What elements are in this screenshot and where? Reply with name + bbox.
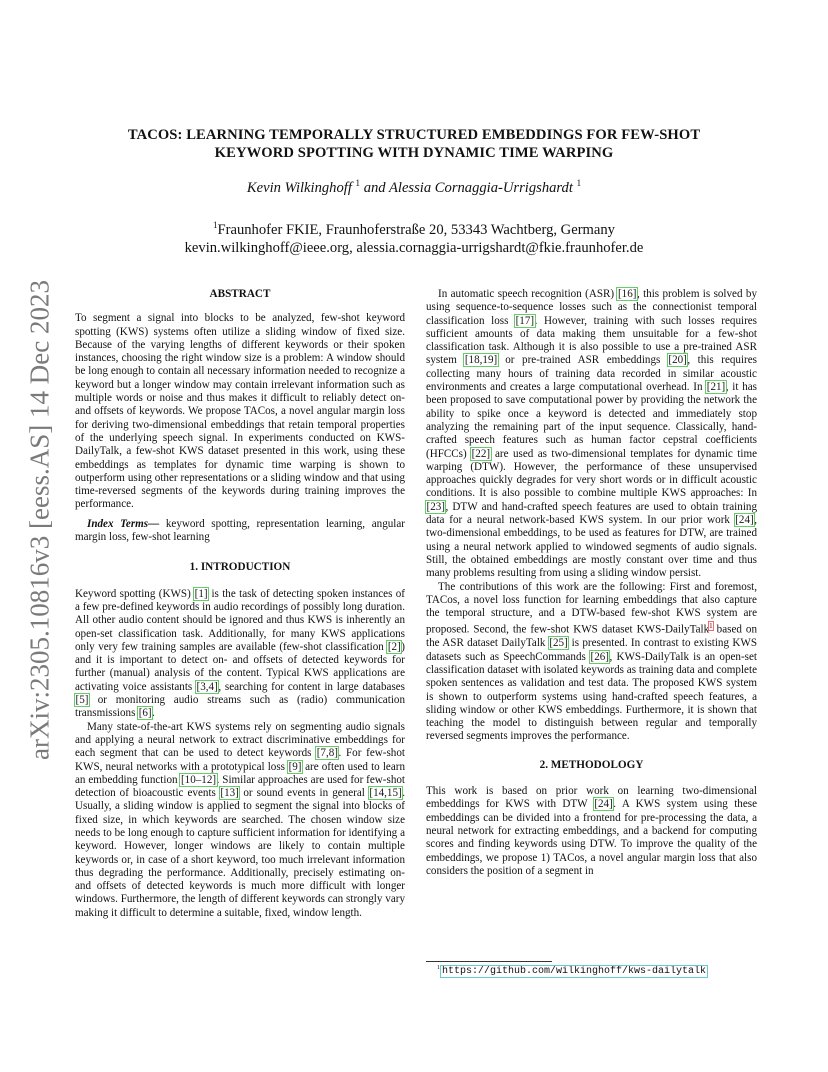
body-text: , KWS-DailyTalk is an open-set classification dataset with isolated keywords as training data and complete spoken sentences as validation and test data. The proposed KWS system is shown to outperform systems using hand-crafted speech features, a sliding window or other KWS embeddings. Furthermore, it is shown that teaching the model to distinguish between regular and temporally reversed segments improves the performance. <box>426 650 757 743</box>
body-text: , two-dimensional embeddings, to be used as features for DTW, are trained using a neural network applied to windowed segments of audio signals. Still, the obtained embeddings are mostly constant over time and thus many problems resulting from using a sliding window persist. <box>426 514 757 580</box>
body-text: In automatic speech recognition (ASR) <box>438 288 618 300</box>
body-text: , this requires collecting many hours of training data recorded in similar acoustic environments and creates a large computational overhead. In <box>426 354 757 394</box>
body-text: . A KWS system using these embeddings can be divided into a frontend for pre-processing the data, a neural network for extracting embeddings, and a backend for computing scores and finding keywords using DTW. To improve the quality of the embeddings, we propose 1) TACos, a novel angular margin loss that also considers the position of a segment in <box>426 798 757 877</box>
dataset-url-link[interactable]: https://github.com/wilkinghoff/kws-dailytalk <box>442 966 707 977</box>
citation-link[interactable]: [24] <box>594 798 613 811</box>
author-list <box>90 178 738 197</box>
intro-paragraph-2 <box>75 721 405 920</box>
paper-title: TACOS: LEARNING TEMPORALLY STRUCTURED EMBEDDINGS FOR FEW-SHOT KEYWORD SPOTTING WITH DYNAMIC TIME WARPING <box>127 127 701 161</box>
body-text: . <box>152 707 155 720</box>
abstract-heading: ABSTRACT <box>209 288 271 300</box>
citation-link[interactable]: [14,15] <box>369 787 402 800</box>
citation-link[interactable]: [21] <box>706 381 726 394</box>
footnote <box>437 965 707 977</box>
index-terms-label: Index Terms— <box>87 517 160 530</box>
body-text: or monitoring audio streams such as (radio) communication transmissions <box>75 694 405 720</box>
citation-link[interactable]: [3,4] <box>196 680 218 693</box>
citation-link[interactable]: [13] <box>220 787 239 800</box>
citation-link[interactable]: [1] <box>194 587 208 600</box>
intro-paragraph-1 <box>75 588 405 721</box>
affiliation-marker: 1 <box>355 178 361 188</box>
methodology-paragraph <box>426 785 757 878</box>
body-text: This work is based on prior work on learning two-dimensional embeddings for KWS with DTW <box>426 785 757 811</box>
citation-link[interactable]: [16] <box>617 288 637 300</box>
intro-paragraph-4 <box>426 581 757 744</box>
author-name: Alessia Cornaggia-Urrigshardt <box>388 179 573 196</box>
right-column <box>426 288 757 878</box>
citation-link[interactable]: [9] <box>288 760 302 773</box>
body-text: are used as two-dimensional templates for dynamic time warping (DTW). However, the performance of these unsupervised approaches quickly degrades for very short words or in difficult acoustic conditions. It is also possible to combine multiple KWS approaches: In <box>426 447 757 500</box>
body-text: ) and it is important to detect on- and offsets of detected keywords for further (manual) analysis of the content. Typical KWS applications are activating voice assistants <box>75 640 405 693</box>
citation-link[interactable]: [22] <box>471 447 491 460</box>
body-text: is presented. In contrast to existing KWS datasets such as SpeechCommands <box>426 637 757 663</box>
footnote-number: 1 <box>437 965 440 971</box>
abstract-text: To segment a signal into blocks to be analyzed, few-shot keyword spotting (KWS) systems often utilize a sliding window of fixed size. Because of the varying lengths of different keywords or their spoken instances, choosing the right window size is a problem: A window should be long enough to contain all necessary information needed to recognize a keyword but a longer window may contain irrelevant information such as multiple words or noise and thus makes it difficult to reliably detect on- and offsets of keywords. We propose TACos, a novel angular margin loss for deriving two-dimensional embeddings that retain temporal properties of the underlying speech signal. In experiments conducted on KWS-DailyTalk, a few-shot KWS dataset presented in this work, using these embeddings as templates for dynamic time warping is shown to outperform using other representations or a sliding window and that using time-reversed segments of the keywords during training improves the performance. <box>75 312 405 511</box>
citation-link[interactable]: [23] <box>426 500 445 513</box>
body-text: The contributions of this work are the following: First and foremost, TACos, a novel loss function for learning embeddings that also capture the temporal structure, and a DTW-based few-shot KWS system are proposed. Second, the few-shot KWS dataset KWS-DailyTalk <box>426 580 757 637</box>
body-text: . Similar approaches are used for few-shot detection of bioacoustic events <box>75 773 405 800</box>
body-text: based on the ASR dataset DailyTalk <box>426 624 757 650</box>
citation-link[interactable]: [6] <box>138 707 152 720</box>
citation-link[interactable]: [25] <box>549 637 568 650</box>
introduction-heading: 1. INTRODUCTION <box>189 561 291 574</box>
index-terms-text: keyword spotting, representation learning, angular margin loss, few-shot learning <box>75 517 405 544</box>
left-column <box>75 288 405 920</box>
footnote-divider <box>426 961 552 962</box>
affiliation-marker: 1 <box>576 178 582 188</box>
body-text: are often used to learn an embedding function <box>75 760 405 786</box>
body-text: or sound events in general <box>239 787 369 800</box>
arxiv-stamp <box>20 280 60 760</box>
footnote-marker[interactable]: 1 <box>709 622 713 631</box>
citation-link[interactable]: [10–12] <box>180 773 217 786</box>
citation-link[interactable]: [20] <box>668 354 687 367</box>
intro-paragraph-3 <box>426 288 757 581</box>
body-text: Many state-of-the-art KWS systems rely on segmenting audio signals and applying a neural network to extract discriminative embeddings for each segment that can be used to detect keywords <box>75 720 405 760</box>
citation-link[interactable]: [5] <box>75 694 89 707</box>
citation-link[interactable]: [26] <box>590 650 609 663</box>
body-text: . For few-shot KWS, neural networks with a prototypical loss <box>75 747 405 773</box>
arxiv-id: arXiv:2305.10816v3 [eess.AS] 14 Dec 2023 <box>24 280 55 760</box>
citation-link[interactable]: [18,19] <box>464 354 498 367</box>
index-terms <box>75 518 405 545</box>
affiliation-block <box>90 216 738 257</box>
body-text: is the task of detecting spoken instances of a few pre-defined keywords in audio recordings of possibly long duration. All other audio content should be ignored and thus KWS is inherently an open-set classification task. Additionally, for many KWS applications only very few training samples are available (few-shot classification <box>75 587 405 653</box>
body-text: , searching for content in large databases <box>218 680 406 693</box>
affiliation-marker: 1 <box>213 220 218 230</box>
citation-link[interactable]: [17] <box>515 314 535 327</box>
body-text: , DTW and hand-crafted speech features are used to obtain training data for a neural network-based KWS system. In our prior work <box>426 500 757 527</box>
body-text: . However, training with such losses requires sufficient amounts of data making them unsuitable for a few-shot classification task. Although it is also possible to use a pre-trained ASR system <box>426 314 758 367</box>
body-text: Keyword spotting (KWS) <box>75 587 195 600</box>
citation-link[interactable]: [2] <box>387 640 401 653</box>
author-name: Kevin Wilkinghoff <box>246 179 352 196</box>
body-text: , it has been proposed to save computational power by providing the network the ability to spike once a keyword is detected and immediately stop analyzing the remaining part of the input sequence. Classically, hand-crafted speech features such as human factor cepstral coefficients (HFCCs) <box>426 381 757 460</box>
affiliation-line <box>90 216 738 239</box>
citation-link[interactable]: [7,8] <box>316 747 338 760</box>
citation-link[interactable]: [24] <box>735 514 754 527</box>
affiliation-text: Fraunhofer FKIE, Fraunhoferstraße 20, 53343 Wachtberg, Germany <box>217 221 615 238</box>
author-emails: kevin.wilkinghoff@ieee.org, alessia.cornaggia-urrigshardt@fkie.fraunhofer.de <box>184 239 644 256</box>
author-separator: and <box>360 179 389 196</box>
body-text: , this problem is solved by using sequence-to-sequence losses such as the connectionist temporal classification loss <box>426 288 757 327</box>
body-text: or pre-trained ASR embeddings <box>497 354 668 367</box>
methodology-heading: 2. METHODOLOGY <box>539 758 644 771</box>
body-text: . Usually, a sliding window is applied to segment the signal into blocks of fixed size, in which keywords are searched. The chosen window size needs to be long enough to capture sufficient information for identifying a keyword. However, longer windows are likely to contain multiple keywords or, in case of a short keyword, too much irrelevant information thus degrading the performance. Additionally, precisely estimating on- and offsets of detected keywords is much more difficult with longer windows. Furthermore, the length of different keywords can strongly vary making it difficult to determine a suitable, fixed, window length. <box>75 787 406 919</box>
